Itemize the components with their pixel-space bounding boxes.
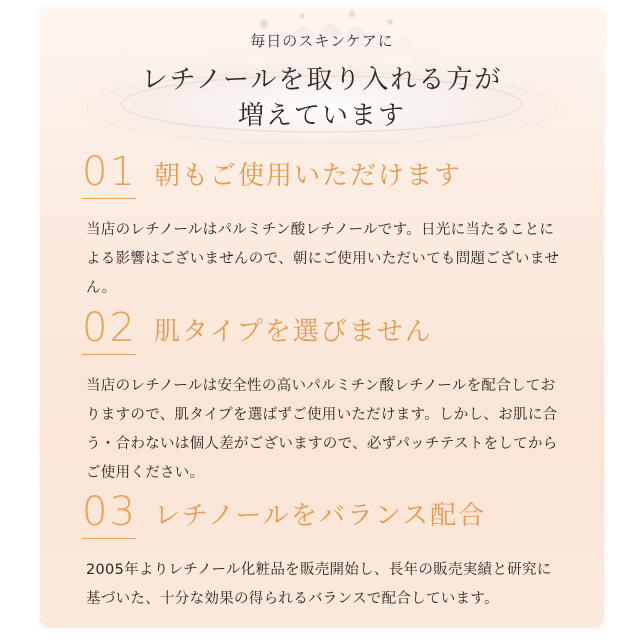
number-underline: [82, 538, 136, 539]
section-heading: [82, 149, 582, 204]
header-eyebrow: 毎日のスキンケアに: [250, 32, 394, 50]
headline-line-2: 増えています: [237, 101, 406, 131]
section-title: レチノールをバランス配合: [154, 501, 487, 531]
section-title: 肌タイプを選びません: [154, 317, 433, 347]
section-body: 当店のレチノールはパルミチン酸レチノールです。日光に当たることによる影響はございませんので、朝にご使用いただいても問題ございません。: [86, 222, 560, 296]
headline-line-1: レチノールを取り入れる方が: [141, 65, 503, 95]
section-body: 当店のレチノールは安全性の高いパルミチン酸レチノールを配合しておりますので、肌タイプを選ばずご使用いただけます。しかし、お肌に合う・合わないは個人差がございますので、必ずパッチテストをしてからご使用ください。: [86, 378, 558, 481]
section-number: 02: [82, 305, 137, 351]
section-heading: [82, 305, 582, 360]
header-headline: [40, 62, 604, 134]
section-title: 朝もご使用いただけます: [154, 161, 463, 191]
feature-card: [40, 8, 604, 628]
number-underline: [82, 198, 136, 199]
section-number: 03: [82, 489, 137, 535]
section-number: 01: [82, 149, 137, 195]
section-heading: [82, 489, 582, 544]
section-body: 2005年よりレチノール化粧品を販売開始し、長年の販売実績と研究に基づいた、十分な効果の得られるバランスで配合しています。: [86, 562, 552, 607]
number-underline: [82, 354, 136, 355]
